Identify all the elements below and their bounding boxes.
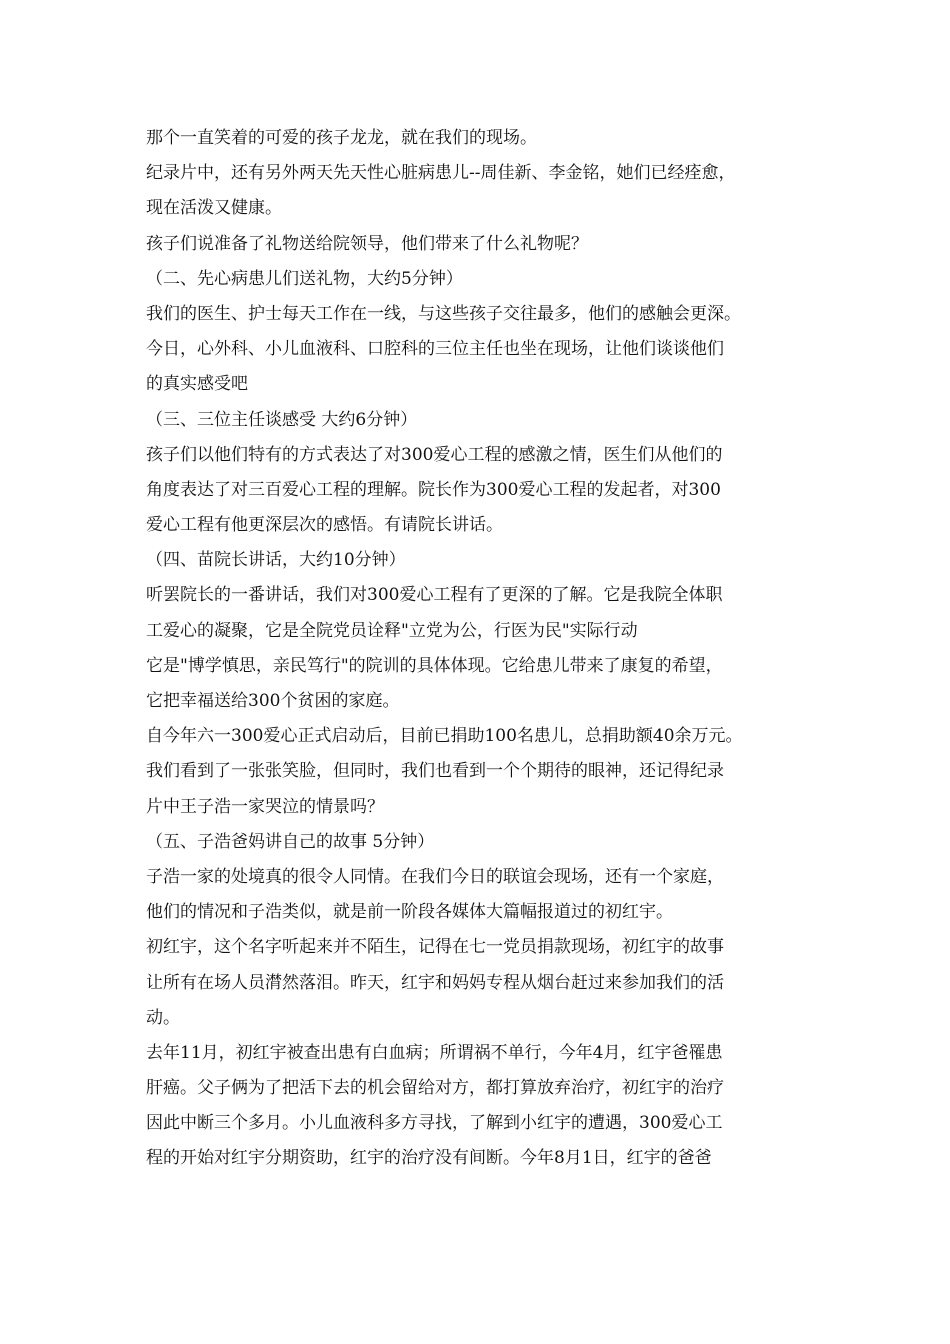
text-line: 纪录片中，还有另外两天先天性心脏病患儿--周佳新、李金铭，她们已经痊愈， — [146, 163, 736, 184]
text-line: 子浩一家的处境真的很令人同情。在我们今日的联谊会现场，还有一个家庭， — [146, 866, 724, 887]
text-line: 我们看到了一张张笑脸，但同时，我们也看到一个个期待的眼神，还记得纪录 — [146, 761, 724, 782]
text-line: 动。 — [146, 1007, 180, 1028]
text-line: 让所有在场人员潸然落泪。昨天，红宇和妈妈专程从烟台赶过来参加我们的活 — [146, 972, 724, 993]
text-line: 肝癌。父子俩为了把活下去的机会留给对方，都打算放弃治疗，初红宇的治疗 — [146, 1078, 724, 1099]
text-line: 程的开始对红宇分期资助，红宇的治疗没有间断。今年8月1日，红宇的爸爸 — [146, 1148, 712, 1169]
text-line: 的真实感受吧 — [146, 374, 248, 395]
text-line: 它把幸福送给300个贫困的家庭。 — [146, 691, 400, 711]
text-line: 它是"博学慎思，亲民笃行"的院训的具体体现。它给患儿带来了康复的希望， — [146, 655, 723, 676]
text-line: 初红宇，这个名字听起来并不陌生，记得在七一党员捐款现场，初红宇的故事 — [146, 937, 724, 958]
text-line: 听罢院长的一番讲话，我们对300爱心工程有了更深的了解。它是我院全体职 — [146, 585, 723, 606]
section-note: （四、苗院长讲话，大约10分钟） — [146, 550, 406, 571]
section-note: （五、子浩爸妈讲自己的故事 5分钟） — [146, 831, 435, 852]
text-line: 那个一直笑着的可爱的孩子龙龙，就在我们的现场。 — [146, 128, 537, 148]
text-line: 孩子们说准备了礼物送给院领导，他们带来了什么礼物呢？ — [146, 233, 588, 254]
text-line: 角度表达了对三百爱心工程的理解。院长作为300爱心工程的发起者，对300 — [146, 479, 721, 500]
text-line: 因此中断三个多月。小儿血液科多方寻找，了解到小红宇的遭遇，300爱心工 — [146, 1113, 723, 1134]
document-body — [146, 121, 826, 1177]
section-note: （二、先心病患儿们送礼物，大约5分钟） — [146, 268, 463, 289]
text-line: 自今年六一300爱心正式启动后，目前已捐助100名患儿，总捐助额40余万元。 — [146, 726, 743, 747]
text-line: 现在活泼又健康。 — [146, 198, 282, 219]
text-line: 孩子们以他们特有的方式表达了对300爱心工程的感激之情，医生们从他们的 — [146, 444, 723, 465]
text-line: 今日，心外科、小儿血液科、口腔科的三位主任也坐在现场，让他们谈谈他们 — [146, 339, 724, 360]
text-line: 去年11月，初红宇被查出患有白血病；所谓祸不单行，今年4月，红宇爸罹患 — [146, 1042, 723, 1063]
text-line: 片中王子浩一家哭泣的情景吗？ — [146, 796, 384, 817]
text-line: 工爱心的凝聚，它是全院党员诠释"立党为公，行医为民"实际行动 — [146, 620, 638, 641]
section-note: （三、三位主任谈感受 大约6分钟） — [146, 409, 418, 430]
text-line: 我们的医生、护士每天工作在一线，与这些孩子交往最多，他们的感触会更深。 — [146, 303, 741, 324]
text-line: 他们的情况和子浩类似，就是前一阶段各媒体大篇幅报道过的初红宇。 — [146, 902, 673, 923]
text-line: 爱心工程有他更深层次的感悟。有请院长讲话。 — [146, 515, 503, 536]
